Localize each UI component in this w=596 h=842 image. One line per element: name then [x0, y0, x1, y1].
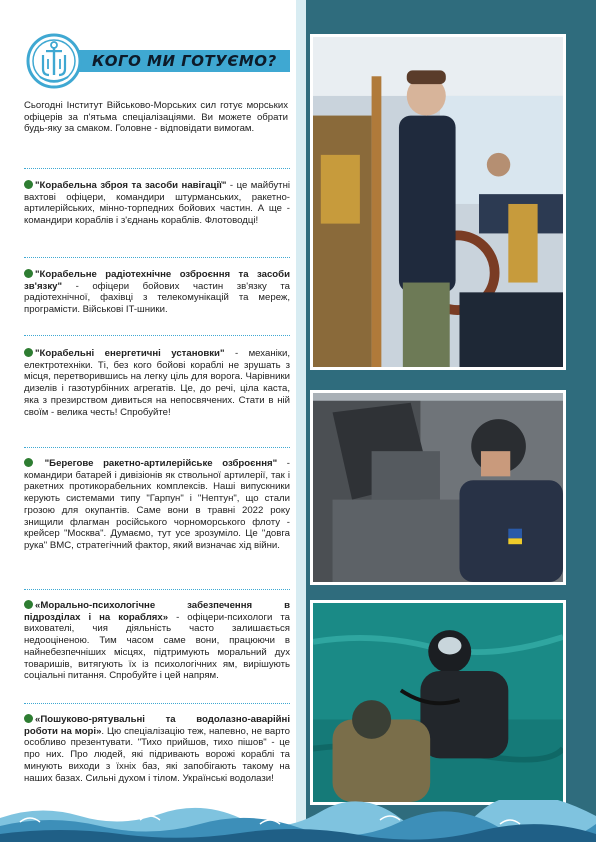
section-text: - механіки, електротехніки. Ті, без кого бойові кораблі не зрушать з місця, перетворившись на легку ціль для ворога. Чарівники дизелів і газотурбінних агрегатів. Це, до речі, ціла каста, яка з презирством дивиться на непосвячених. Стати в ній своїм - велика честь! Спробуйте!	[24, 348, 290, 418]
section-divider	[24, 335, 290, 336]
navy-trident-emblem-icon	[26, 33, 82, 89]
section-divider	[24, 703, 290, 704]
officer-at-ship-helm-photo	[310, 34, 566, 370]
bullet-icon	[24, 458, 33, 467]
helmeted-sailor-at-console-photo	[310, 390, 566, 585]
section-title: «Морально-психологічне забезпечення в підрозділах і на кораблях»	[24, 600, 290, 623]
section-title: "Корабельна зброя та засоби навігації"	[35, 180, 227, 191]
section-coastal-missile-artillery	[24, 458, 290, 552]
section-text: . Цю спеціалізацію теж, напевно, не варто особливо презентувати. "Тихо прийшов, тихо пішов" - це про них. Про людей, які підривають ворожі кораблі та минують виходи з їхніх баз, які запобігають такому на наших базах. Сильні духом і тілом. Українські водолази!	[24, 725, 290, 784]
section-power-plants	[24, 348, 290, 418]
section-divider	[24, 168, 290, 169]
section-divider	[24, 447, 290, 448]
section-radio-engineering	[24, 269, 290, 316]
column-edge-strip	[296, 0, 306, 842]
bullet-icon	[24, 269, 33, 278]
section-text: - це майбутні вахтові офіцери, командири штурманських, ракетно-артилерійських, мінно-торпедних бойових частин. А ще - командири кораблів і з'єднань кораблів. Флотоводці!	[24, 180, 290, 227]
bullet-icon	[24, 600, 33, 609]
section-ship-weapons	[24, 180, 290, 227]
section-text: - командири батарей і дивізіонів як ствольної артилерії, так і ракетних протикорабельних комплексів. Наші випускники керують системами типу "Гарпун" і "Нептун", що стали грозою для окупантів. Саме вони в травні 2022 року знищили флагман російського чорноморського флоту - крейсер "Москва". Думаємо, тут усе зрозуміло. Це "довга рука" ВМС, стратегічний фактор, який визначає хід війни.	[24, 458, 290, 551]
section-title: "Берегове ракетно-артилерійське озброєння"	[35, 458, 278, 469]
section-title: "Корабельні енергетичні установки"	[35, 348, 225, 359]
sea-waves-decoration	[0, 800, 596, 842]
section-search-rescue-diving	[24, 714, 290, 784]
bullet-icon	[24, 714, 33, 723]
section-divider	[24, 257, 290, 258]
divers-in-sea-photo	[310, 600, 566, 805]
section-text: - офіцери-психологи та вихователі, чия діяльність часто залишається недооціненою. Тим часом саме вони, працюючи в найнебезпечніших місцях, підтримують моральний дух товаришів, витягують їх із психологічних ям, вирішують соціальні питання. Спробуйте і цей напрям.	[24, 611, 290, 682]
bullet-icon	[24, 348, 33, 357]
section-title: «Пошуково-рятувальні та водолазно-аварійні роботи на морі»	[24, 714, 290, 737]
page-title: КОГО МИ ГОТУЄМО?	[92, 52, 277, 70]
bullet-icon	[24, 180, 33, 189]
intro-paragraph: Сьогодні Інститут Військово-Морських сил готує морських офіцерів за п'ятьма спеціалізаціями. Ви можете обрати будь-яку за смаком. Головне - відповідати вимогам.	[24, 100, 288, 135]
section-divider	[24, 589, 290, 590]
section-text: - офіцери бойових частин зв'язку та радіотехнічної, фахівці з телекомунікацій та мереж, програмісти. Військові IT-шники.	[24, 280, 290, 316]
section-moral-psychological-support	[24, 600, 290, 682]
section-title: "Корабельне радіотехнічне озброєння та засоби зв'язку"	[24, 269, 290, 292]
